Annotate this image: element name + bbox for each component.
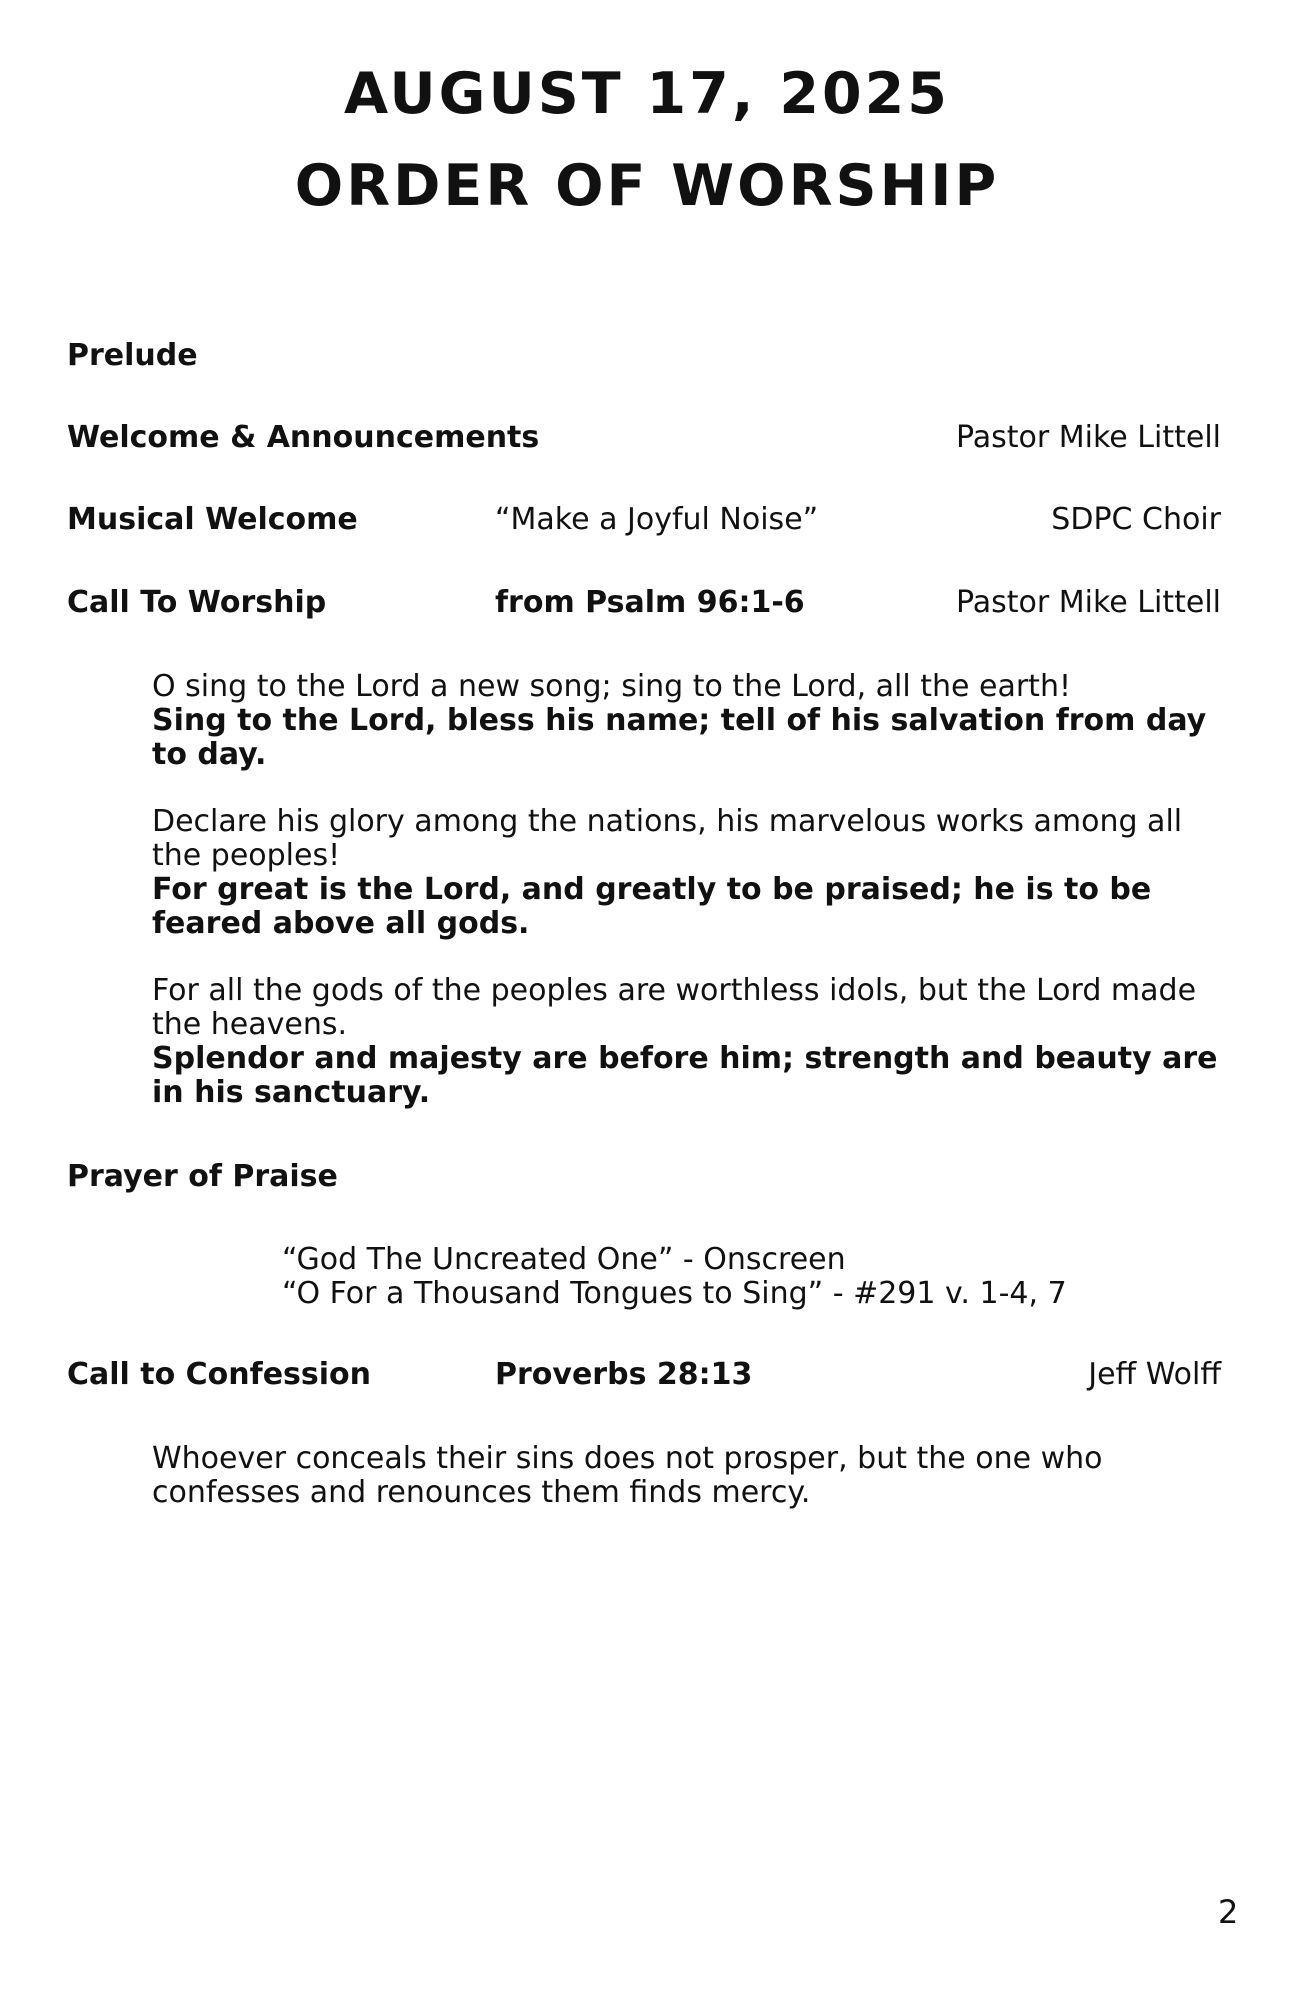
song-title: “O For a Thousand Tongues to Sing” - #291 v. 1-4, 7: [282, 1276, 1067, 1311]
people-response: For great is the Lord, and greatly to be praised; he is to be feared above all gods.: [152, 872, 1152, 941]
confession-text: Whoever conceals their sins does not prosper, but the one who confesses and renounces them finds mercy.: [152, 1441, 1103, 1510]
page-title: ORDER OF WORSHIP: [294, 153, 1000, 219]
item-label: Musical Welcome: [67, 502, 358, 537]
item-leader: Pastor Mike Littell: [956, 585, 1221, 620]
song-list: [282, 1243, 1182, 1311]
responsive-reading-stanza: [152, 974, 1222, 1110]
order-item-musical-welcome: [67, 500, 1221, 540]
item-label: Welcome & Announcements: [67, 420, 540, 455]
service-date: AUGUST 17, 2025: [344, 61, 950, 127]
item-label: Call to Confession: [67, 1357, 372, 1392]
item-label: Call To Worship: [67, 585, 327, 620]
responsive-reading-stanza: [152, 805, 1222, 941]
people-response: Splendor and majesty are before him; strength and beauty are in his sanctuary.: [152, 1041, 1218, 1110]
order-item-call-to-worship: [67, 583, 1221, 623]
order-item-call-to-confession: [67, 1355, 1221, 1395]
order-item-prelude: [67, 336, 1221, 376]
item-label: Prelude: [67, 338, 198, 373]
responsive-reading-stanza: [152, 670, 1222, 772]
item-scripture-reference: from Psalm 96:1-6: [495, 585, 805, 620]
page-number: 2: [1218, 1893, 1239, 1931]
item-label: Prayer of Praise: [67, 1159, 338, 1194]
leader-line: For all the gods of the peoples are worthless idols, but the Lord made the heavens.: [152, 973, 1197, 1042]
leader-line: O sing to the Lord a new song; sing to the Lord, all the earth!: [152, 669, 1071, 704]
item-leader: Jeff Wolff: [1088, 1357, 1221, 1392]
confession-scripture: [152, 1442, 1112, 1510]
item-leader: SDPC Choir: [1051, 502, 1221, 537]
item-scripture-reference: Proverbs 28:13: [495, 1357, 753, 1392]
item-leader: Pastor Mike Littell: [956, 420, 1221, 455]
item-detail: “Make a Joyful Noise”: [495, 502, 819, 537]
order-item-prayer-of-praise: [67, 1157, 1221, 1197]
song-title: “God The Uncreated One” - Onscreen: [282, 1242, 846, 1277]
people-response: Sing to the Lord, bless his name; tell of his salvation from day to day.: [152, 703, 1207, 772]
order-item-welcome: [67, 418, 1221, 458]
leader-line: Declare his glory among the nations, his marvelous works among all the peoples!: [152, 804, 1183, 873]
